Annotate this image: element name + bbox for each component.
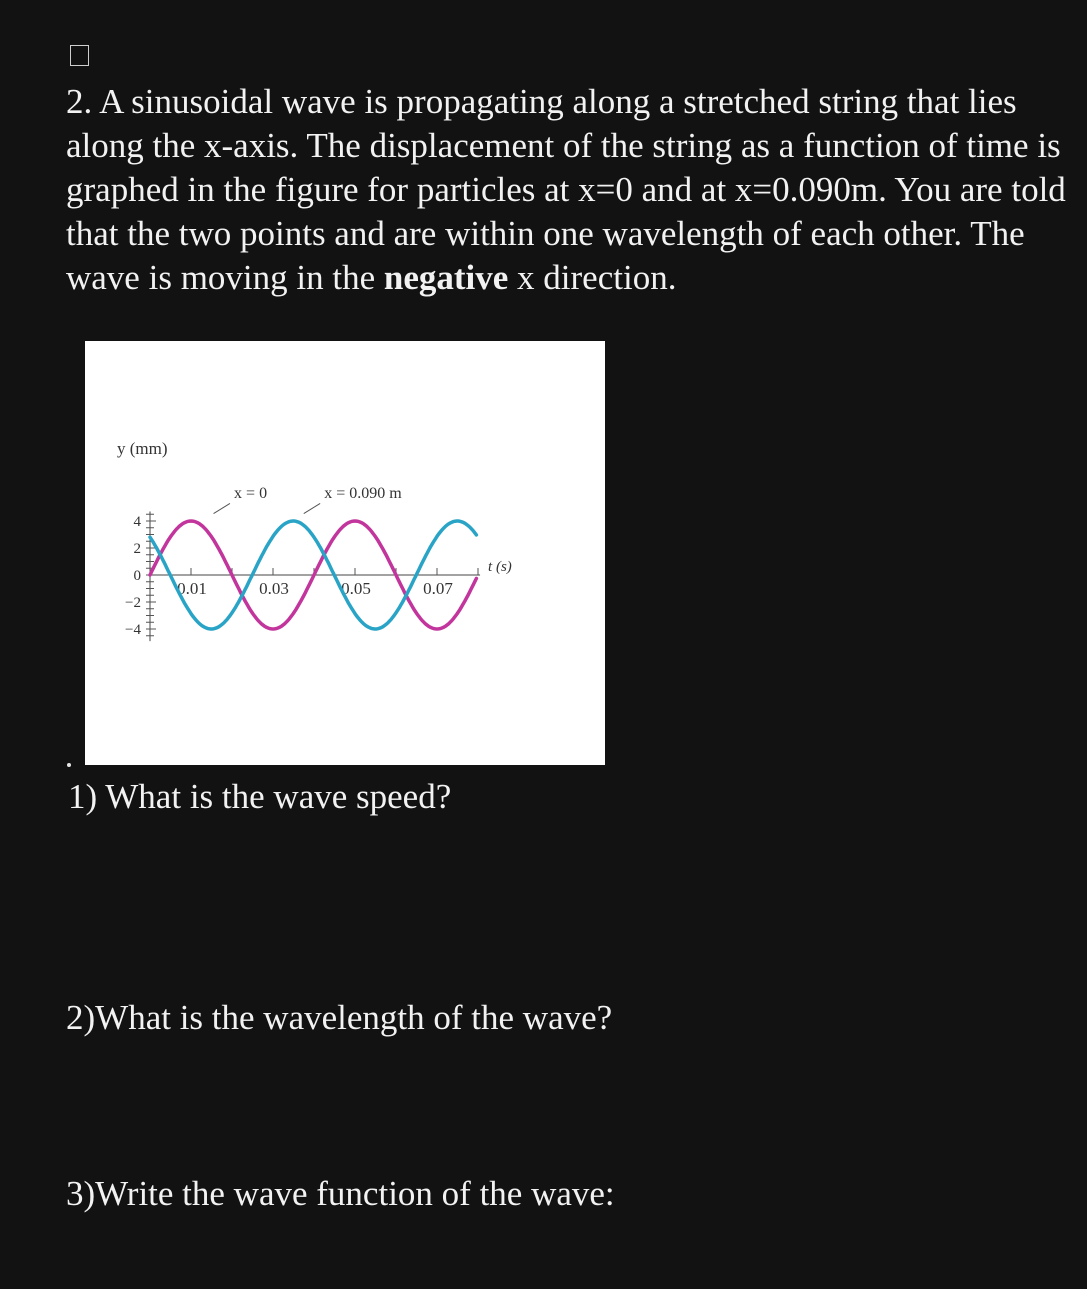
y-tick-label: −2 (125, 595, 141, 611)
bullet-dot (67, 763, 71, 767)
x-tick-label: 0.01 (177, 579, 207, 598)
question-3: 3)Write the wave function of the wave: (66, 1174, 615, 1213)
bold-word: negative (383, 258, 509, 297)
x-axis-label: t (s) (488, 559, 512, 575)
checkbox[interactable] (70, 45, 89, 66)
y-axis-label: y (mm) (117, 439, 168, 458)
y-tick-label: 0 (133, 568, 141, 584)
series-1-label: x = 0 (234, 485, 268, 503)
displacement-time-chart (85, 341, 605, 765)
y-tick-label: 4 (133, 514, 141, 530)
y-tick-label: −4 (125, 622, 141, 638)
x-tick-label: 0.03 (259, 579, 289, 598)
y-tick-label: 2 (133, 541, 141, 557)
question-1: 1) What is the wave speed? (68, 777, 452, 816)
problem-text-end: x direction. (508, 258, 677, 297)
series-2-label: x = 0.090 m (324, 485, 402, 503)
x-tick-label: 0.07 (423, 579, 453, 598)
series-1-leader (214, 503, 230, 513)
question-2: 2)What is the wavelength of the wave? (66, 998, 613, 1037)
problem-statement (66, 80, 1066, 300)
series-2-leader (304, 503, 320, 513)
x-tick-label: 0.05 (341, 579, 371, 598)
problem-text: 2. A sinusoidal wave is propagating along a stretched string that lies along the x-axis. The displacement of the string as a function of time is graphed in the figure for particles at x=0 and at x=0.090m. You are told that the two points and are within one wavelength of each other. The wave is moving in the (66, 82, 1066, 297)
wave-figure (85, 341, 605, 765)
